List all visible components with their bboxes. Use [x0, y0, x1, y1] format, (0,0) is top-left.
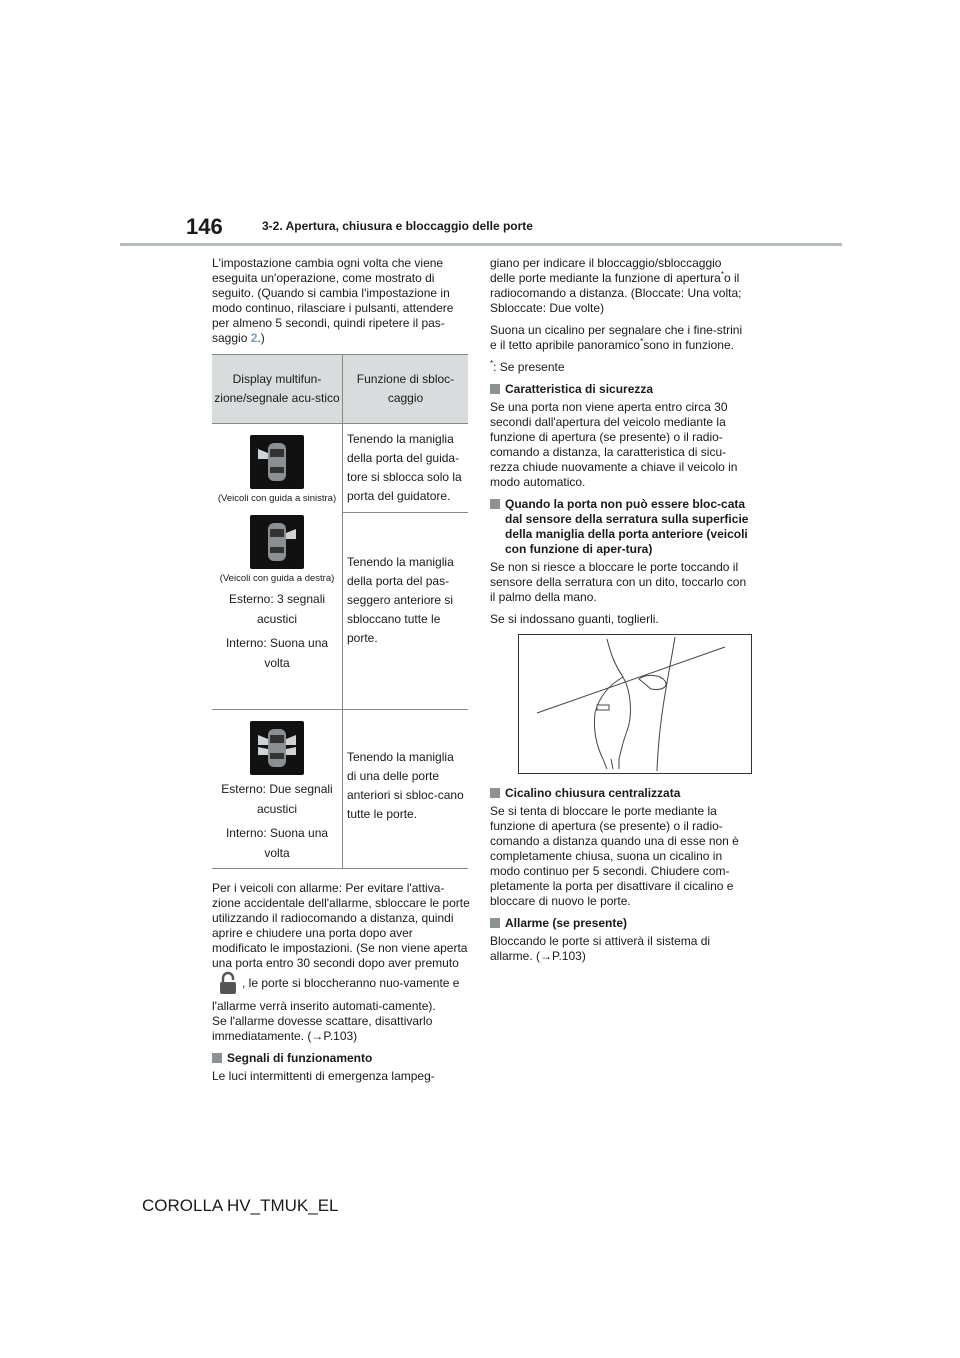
- signals-cont-text-b: o il radiocomando a distanza. (Bloccate: Una volta; Sbloccate: Due volte): [490, 271, 742, 315]
- step-reference[interactable]: 2: [250, 331, 258, 345]
- gloves-text: Se si indossano guanti, toglierli.: [490, 612, 659, 626]
- security-text: Se una porta non viene aperta entro circa 30 secondi dall'apertura del veicolo mediante la funzione di apertura (se presente) o il radio-comando a distanza, la caratteristica di sicu-rezza chiude nuovamente a chiave il veicolo in modo automatico.: [490, 400, 738, 489]
- alarm-note: [212, 881, 470, 1014]
- table-cell-signal-1: [212, 424, 343, 710]
- caption-right-hand-drive: (Veicoli con guida a destra): [219, 573, 335, 584]
- car-one-door-open-icon: [250, 515, 304, 569]
- header-rule: [120, 243, 842, 246]
- lock-button-icon: [218, 971, 238, 999]
- signal-interior-1: Interno: Suona una volta: [225, 636, 329, 670]
- hand-on-door-handle-illustration: [518, 634, 752, 774]
- security-heading: [490, 382, 750, 397]
- car-one-door-open-icon: [250, 435, 304, 489]
- alarm-heading: [490, 916, 750, 931]
- square-bullet-icon: [490, 384, 500, 394]
- central-lock-buzzer-heading: [490, 786, 750, 801]
- table-cell-signal-2: [212, 710, 343, 869]
- footnote-mark: *: [640, 337, 644, 346]
- sensor-heading-text: Quando la porta non può essere bloc-cata dal sensore della serratura sulla superficie della maniglia della porta anteriore (veicoli con funzione di aper-tura): [505, 497, 749, 556]
- central-lock-buzzer-text: Se si tenta di bloccare le porte mediante la funzione di apertura (se presente) o il radio-comando a distanza quando una di esse non è completamente chiusa, suona un cicalino in modo continuo per 5 secondi. Chiudere com-pletamente la porta per disattivare il cicalino e bloccare di nuovo le porte.: [490, 804, 739, 908]
- signals-text: Le luci intermittenti di emergenza lampeg-: [212, 1069, 435, 1083]
- buzzer-text: Suona un cicalino per segnalare che i fine-strini e il tetto apribile panoramico: [490, 323, 743, 352]
- security-heading-text: Caratteristica di sicurezza: [505, 382, 654, 396]
- signal-interior-2: Interno: Suona una volta: [225, 826, 329, 860]
- page-number: 146: [186, 214, 223, 239]
- unlock-settings-table: [212, 354, 468, 869]
- sensor-heading: [490, 497, 750, 557]
- footer-model-code: COROLLA HV_TMUK_EL: [142, 1196, 339, 1215]
- signal-exterior-2: Esterno: Due segnali acustici: [221, 782, 333, 816]
- footnote-mark: *: [720, 270, 724, 279]
- footnote-text: : Se presente: [493, 360, 565, 374]
- square-bullet-icon: [212, 1053, 222, 1063]
- signals-heading: [212, 1051, 470, 1066]
- intro-text: L'impostazione cambia ogni volta che viene eseguita un'operazione, come mostrato di seguito. (Quando si cambia l'impostazione in modo continuo, rilasciare i pulsanti, attendere per almeno 5 secondi, quindi ripetere il pas-saggio: [212, 256, 454, 345]
- signals-cont-text: giano per indicare il bloccaggio/sbloccaggio delle porte mediante la funzione di apertura: [490, 256, 722, 285]
- signals-continued: [490, 256, 750, 316]
- left-column: [212, 256, 470, 1091]
- square-bullet-icon: [490, 499, 500, 509]
- table-header-function: Funzione di sbloc-caggio: [343, 355, 469, 424]
- alarm-heading-text: Allarme (se presente): [505, 916, 628, 930]
- square-bullet-icon: [490, 918, 500, 928]
- table-header-display: Display multifun-zione/segnale acu-stico: [212, 355, 343, 424]
- alarm-text: Bloccando le porte si attiverà il sistema di allarme. (→P.103): [490, 934, 711, 963]
- right-column: [490, 256, 750, 971]
- intro-paragraph: [212, 256, 470, 346]
- car-all-doors-open-icon: [250, 721, 304, 775]
- table-cell-function-2: Tenendo la maniglia di una delle porte anteriori si sbloc-cano tutte le porte.: [343, 710, 469, 869]
- square-bullet-icon: [490, 788, 500, 798]
- signals-heading-text: Segnali di funzionamento: [227, 1051, 373, 1065]
- table-cell-function-1a: Tenendo la maniglia della porta del guida-tore si sblocca solo la porta del guidatore.: [343, 424, 469, 513]
- intro-end: .): [257, 331, 265, 345]
- section-title: 3-2. Apertura, chiusura e bloccaggio delle porte: [262, 219, 533, 233]
- central-lock-buzzer-heading-text: Cicalino chiusura centralizzata: [505, 786, 681, 800]
- table-cell-function-1b: Tenendo la maniglia della porta del pas-seggero anteriore si sbloccano tutte le porte.: [343, 513, 469, 710]
- footnote: [490, 360, 750, 375]
- footnote-mark: *: [490, 359, 494, 368]
- alarm-disable-note: Se l'allarme dovesse scattare, disattivarlo immediatamente. (→P.103): [212, 1014, 433, 1043]
- caption-left-hand-drive: (Veicoli con guida a sinistra): [217, 493, 337, 504]
- signal-exterior-1: Esterno: 3 segnali acustici: [228, 592, 326, 626]
- buzzer-paragraph: [490, 323, 750, 353]
- sensor-text: Se non si riesce a bloccare le porte toccando il sensore della serratura con un dito, toccarlo con il palmo della mano.: [490, 560, 747, 604]
- alarm-note-text-2: , le porte si bloccheranno nuo-vamente e l'allarme verrà inserito automati-camente).: [212, 976, 460, 1013]
- alarm-note-text: Per i veicoli con allarme: Per evitare l'attiva-zione accidentale dell'allarme, sbloccare le porte utilizzando il radiocomando a distanza, quindi aprire e chiudere una porta dopo aver modificato le impostazioni. (Se non viene aperta una porta entro 30 secondi dopo aver premuto: [212, 881, 470, 970]
- buzzer-text-b: sono in funzione.: [643, 338, 734, 352]
